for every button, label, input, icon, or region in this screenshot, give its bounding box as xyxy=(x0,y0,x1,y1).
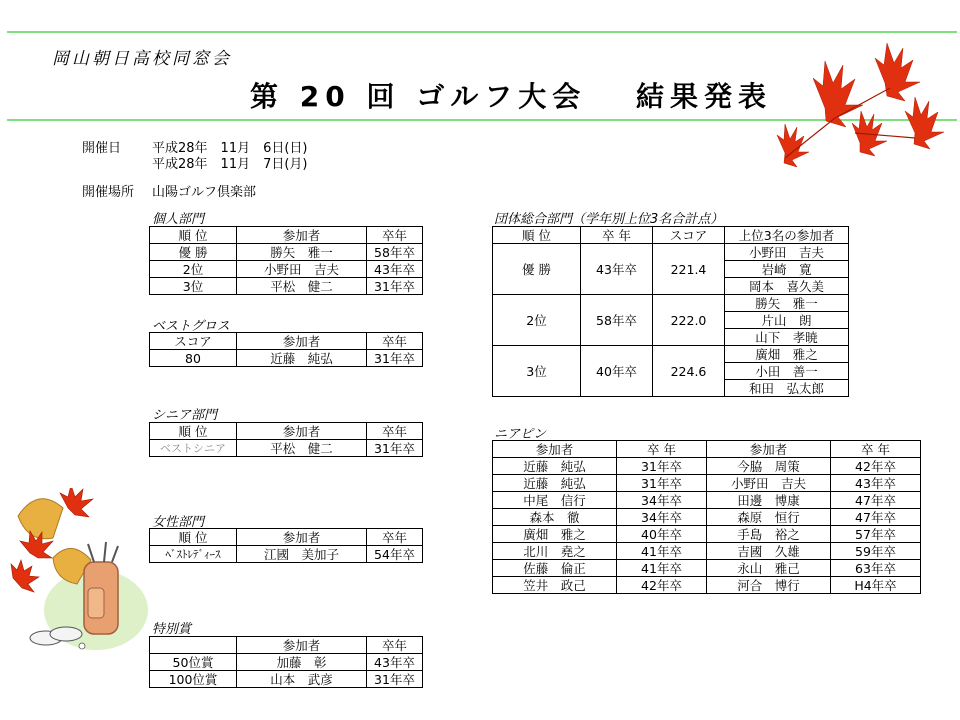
header-cell: 参加者 xyxy=(707,441,831,458)
header-cell: 卒年 xyxy=(367,333,423,350)
header-cell: 卒年 xyxy=(367,227,423,244)
nearpin-table xyxy=(492,440,921,594)
senior-table xyxy=(149,422,423,457)
best-gross-title: ベストグロス xyxy=(152,319,230,334)
year-cell: 43年卒 xyxy=(581,244,653,295)
member-cell: 岩崎 寛 xyxy=(725,261,849,278)
participant-cell: 廣畑 雅之 xyxy=(493,526,617,543)
top-rule xyxy=(7,31,957,33)
table-header-row xyxy=(493,227,849,244)
score-cell: 224.6 xyxy=(653,346,725,397)
header-cell: 参加者 xyxy=(237,227,367,244)
header-cell: 参加者 xyxy=(237,423,367,440)
participant-cell: 河合 博行 xyxy=(707,577,831,594)
header-cell: 順 位 xyxy=(493,227,581,244)
header-cell: 上位3名の参加者 xyxy=(725,227,849,244)
participant-cell: 小野田 吉夫 xyxy=(707,475,831,492)
year-cell: 42年卒 xyxy=(617,577,707,594)
year-cell: 43年卒 xyxy=(831,475,921,492)
participant-cell: 田邊 博康 xyxy=(707,492,831,509)
participant-cell: 吉國 久雄 xyxy=(707,543,831,560)
year-cell: 63年卒 xyxy=(831,560,921,577)
table-row xyxy=(493,458,921,475)
year-cell: 31年卒 xyxy=(367,671,423,688)
member-cell: 山下 孝暁 xyxy=(725,329,849,346)
maple-leaves-illustration xyxy=(765,38,950,168)
participant-cell: 勝矢 雅一 xyxy=(237,244,367,261)
rank-cell: 優 勝 xyxy=(150,244,237,261)
year-cell: 31年卒 xyxy=(367,440,423,457)
member-cell: 片山 朗 xyxy=(725,312,849,329)
header-cell: 参加者 xyxy=(237,529,367,546)
year-cell: 31年卒 xyxy=(367,278,423,295)
nearpin-title: ニアピン xyxy=(494,427,547,442)
header-cell: 参加者 xyxy=(237,637,367,654)
member-cell: 和田 弘太郎 xyxy=(725,380,849,397)
member-cell: 勝矢 雅一 xyxy=(725,295,849,312)
header-cell: 卒 年 xyxy=(617,441,707,458)
year-cell: 57年卒 xyxy=(831,526,921,543)
table-row xyxy=(150,546,423,563)
rank-cell: 2位 xyxy=(493,295,581,346)
year-cell: 59年卒 xyxy=(831,543,921,560)
table-row xyxy=(150,278,423,295)
table-row xyxy=(493,560,921,577)
year-cell: H4年卒 xyxy=(831,577,921,594)
table-header-row xyxy=(150,227,423,244)
participant-cell: 森原 恒行 xyxy=(707,509,831,526)
table-row xyxy=(493,295,849,312)
member-cell: 小田 善一 xyxy=(725,363,849,380)
participant-cell: 山本 武彦 xyxy=(237,671,367,688)
year-cell: 47年卒 xyxy=(831,492,921,509)
table-header-row xyxy=(150,529,423,546)
team-title: 団体総合部門（学年別上位3名合計点） xyxy=(494,212,724,227)
year-cell: 41年卒 xyxy=(617,560,707,577)
individual-table xyxy=(149,226,423,295)
participant-cell: 平松 健二 xyxy=(237,440,367,457)
header-cell xyxy=(150,637,237,654)
year-cell: 43年卒 xyxy=(367,654,423,671)
table-header-row xyxy=(150,637,423,654)
year-cell: 31年卒 xyxy=(617,475,707,492)
header-cell: 卒 年 xyxy=(831,441,921,458)
women-table xyxy=(149,528,423,563)
participant-cell: 今脇 周策 xyxy=(707,458,831,475)
header-cell: 順 位 xyxy=(150,227,237,244)
participant-cell: 近藤 純弘 xyxy=(493,475,617,492)
participant-cell: 小野田 吉夫 xyxy=(237,261,367,278)
table-row xyxy=(493,475,921,492)
year-cell: 34年卒 xyxy=(617,492,707,509)
table-row xyxy=(493,244,849,261)
score-cell: 80 xyxy=(150,350,237,367)
table-row xyxy=(150,261,423,278)
dates-label: 開催日 xyxy=(82,141,122,156)
rank-cell: ベストシニア xyxy=(150,440,237,457)
rank-cell: 優 勝 xyxy=(493,244,581,295)
participant-cell: 笠井 政己 xyxy=(493,577,617,594)
year-cell: 47年卒 xyxy=(831,509,921,526)
table-row xyxy=(493,509,921,526)
organization-name: 岡山朝日高校同窓会 xyxy=(52,49,232,69)
individual-title: 個人部門 xyxy=(152,212,205,227)
rank-cell: 3位 xyxy=(493,346,581,397)
date-line-1: 平成28年 11月 6日(日) xyxy=(152,141,308,156)
table-header-row xyxy=(150,423,423,440)
year-cell: 43年卒 xyxy=(367,261,423,278)
table-row xyxy=(493,346,849,363)
header-cell: スコア xyxy=(150,333,237,350)
year-cell: 41年卒 xyxy=(617,543,707,560)
header-cell: 順 位 xyxy=(150,423,237,440)
page-title: 第 20 回 ゴルフ大会 結果発表 xyxy=(250,80,772,113)
best-gross-table xyxy=(149,332,423,367)
member-cell: 小野田 吉夫 xyxy=(725,244,849,261)
member-cell: 岡本 喜久美 xyxy=(725,278,849,295)
year-cell: 31年卒 xyxy=(617,458,707,475)
rank-cell: 3位 xyxy=(150,278,237,295)
senior-title: シニア部門 xyxy=(152,408,218,423)
venue-value: 山陽ゴルフ倶楽部 xyxy=(152,185,257,200)
header-cell: 順 位 xyxy=(150,529,237,546)
header-cell: 卒年 xyxy=(367,637,423,654)
year-cell: 34年卒 xyxy=(617,509,707,526)
rank-cell: ﾍﾞｽﾄﾚﾃﾞｨｰｽ xyxy=(150,546,237,563)
rank-cell: 2位 xyxy=(150,261,237,278)
table-row xyxy=(493,492,921,509)
participant-cell: 近藤 純弘 xyxy=(237,350,367,367)
score-cell: 222.0 xyxy=(653,295,725,346)
team-table xyxy=(492,226,849,397)
golf-bag-illustration xyxy=(8,488,148,658)
header-cell: 参加者 xyxy=(237,333,367,350)
participant-cell: 森本 徹 xyxy=(493,509,617,526)
year-cell: 42年卒 xyxy=(831,458,921,475)
participant-cell: 佐藤 倫正 xyxy=(493,560,617,577)
table-row xyxy=(150,671,423,688)
member-cell: 廣畑 雅之 xyxy=(725,346,849,363)
table-row xyxy=(150,350,423,367)
table-row xyxy=(150,654,423,671)
table-row xyxy=(493,526,921,543)
participant-cell: 近藤 純弘 xyxy=(493,458,617,475)
award-cell: 50位賞 xyxy=(150,654,237,671)
header-cell: スコア xyxy=(653,227,725,244)
header-cell: 参加者 xyxy=(493,441,617,458)
table-row xyxy=(493,543,921,560)
special-title: 特別賞 xyxy=(152,622,192,637)
participant-cell: 平松 健二 xyxy=(237,278,367,295)
women-title: 女性部門 xyxy=(152,515,205,530)
participant-cell: 加藤 彰 xyxy=(237,654,367,671)
year-cell: 40年卒 xyxy=(617,526,707,543)
date-line-2: 平成28年 11月 7日(月) xyxy=(152,157,308,172)
header-cell: 卒 年 xyxy=(581,227,653,244)
header-cell: 卒年 xyxy=(367,529,423,546)
participant-cell: 手島 裕之 xyxy=(707,526,831,543)
table-header-row xyxy=(150,333,423,350)
year-cell: 54年卒 xyxy=(367,546,423,563)
year-cell: 58年卒 xyxy=(581,295,653,346)
table-row xyxy=(493,577,921,594)
year-cell: 31年卒 xyxy=(367,350,423,367)
venue-label: 開催場所 xyxy=(82,185,135,200)
participant-cell: 中尾 信行 xyxy=(493,492,617,509)
table-header-row xyxy=(493,441,921,458)
participant-cell: 北川 堯之 xyxy=(493,543,617,560)
header-cell: 卒年 xyxy=(367,423,423,440)
participant-cell: 江國 美加子 xyxy=(237,546,367,563)
table-row xyxy=(150,440,423,457)
participant-cell: 永山 雅己 xyxy=(707,560,831,577)
year-cell: 58年卒 xyxy=(367,244,423,261)
year-cell: 40年卒 xyxy=(581,346,653,397)
special-table xyxy=(149,636,423,688)
award-cell: 100位賞 xyxy=(150,671,237,688)
table-row xyxy=(150,244,423,261)
score-cell: 221.4 xyxy=(653,244,725,295)
